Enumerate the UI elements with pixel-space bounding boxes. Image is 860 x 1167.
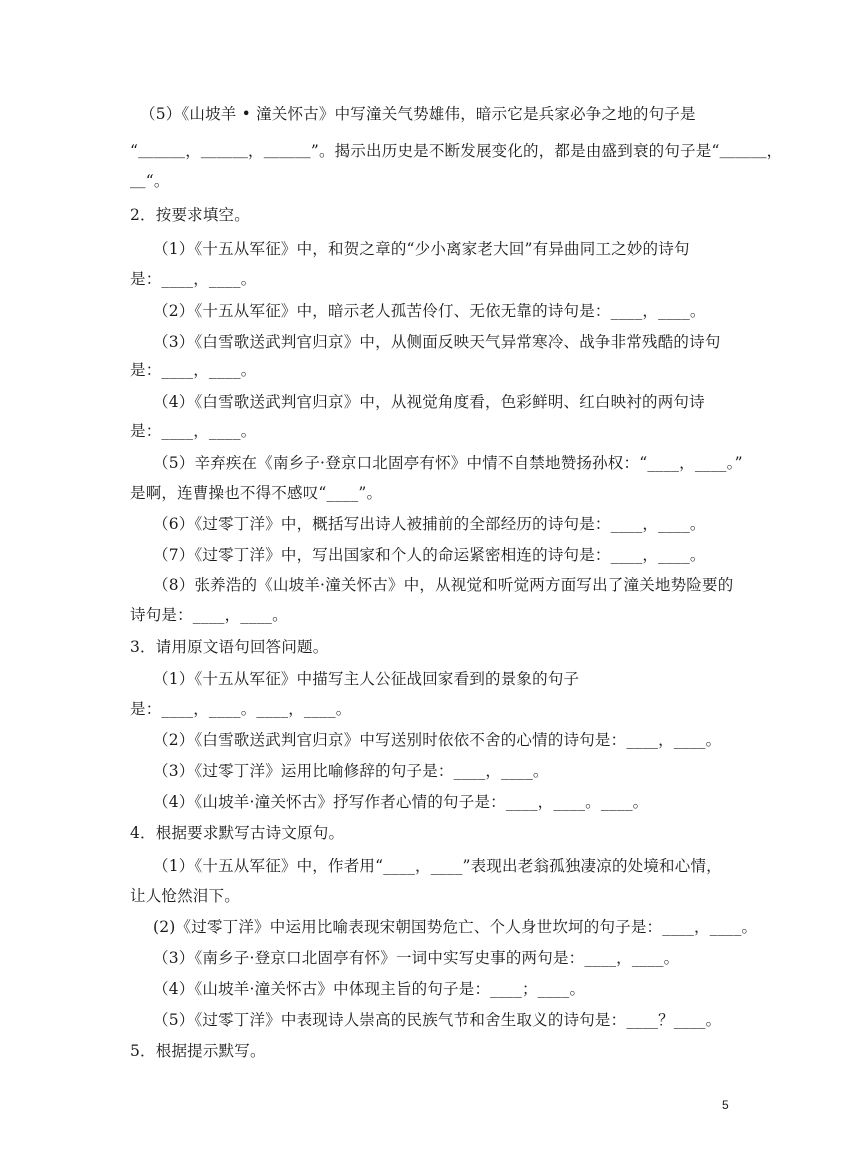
text-line: 4．根据要求默写古诗文原句。	[130, 824, 345, 842]
text-line: 2．按要求填空。	[130, 206, 250, 224]
text-line: 是：____，____。____，____。	[130, 700, 352, 718]
text-line: （7）《过零丁洋》中，写出国家和个人的命运紧密相连的诗句是：____，____。	[153, 546, 706, 564]
text-line: （8）张养浩的《山坡羊·潼关怀古》中，从视觉和听觉两方面写出了潼关地势险要的	[153, 576, 734, 594]
text-line: 诗句是：____，____。	[130, 606, 288, 624]
text-line: “＿＿＿，＿＿＿，＿＿＿”。揭示出历史是不断发展变化的，都是由盛到衰的句子是“＿＿＿，	[130, 142, 783, 160]
text-line: （1）《十五从军征》中，和贺之章的“少小离家老大回”有异曲同工之妙的诗句	[153, 240, 690, 258]
page-number: 5	[722, 1098, 729, 1112]
text-line: (2)《过零丁洋》中运用比喻表现宋朝国势危亡、个人身世坎坷的句子是：____，____。	[153, 918, 758, 936]
text-line: 3．请用原文语句回答问题。	[130, 638, 329, 656]
text-line: （1）《十五从军征》中描写主人公征战回家看到的景象的句子	[153, 670, 580, 688]
text-line: （5）《山坡羊 • 潼关怀古》中写潼关气势雄伟，暗示它是兵家必争之地的句子是	[140, 105, 696, 123]
text-line: （5）辛弃疾在《南乡子·登京口北固亭有怀》中情不自禁地赞扬孙权：“____，____。”	[153, 454, 743, 472]
text-line: （4）《山坡羊·潼关怀古》中体现主旨的句子是：____；____。	[153, 980, 586, 998]
text-line: （2）《白雪歌送武判官归京》中写送别时依依不舍的心情的诗句是：____，____。	[153, 731, 722, 749]
text-line: 是啊，连曹操也不得不感叹“____”。	[130, 484, 383, 502]
text-line: （2）《十五从军征》中，暗示老人孤苦伶仃、无依无靠的诗句是：____，____。	[153, 302, 706, 320]
text-line: 让人怆然泪下。	[130, 887, 240, 905]
text-line: （3）《白雪歌送武判官归京》中，从侧面反映天气异常寒冷、战争非常残酷的诗句	[153, 333, 721, 351]
text-line: 是：____，____。	[130, 422, 257, 440]
text-line: （4）《白雪歌送武判官归京》中，从视觉角度看，色彩鲜明、红白映衬的两句诗	[153, 393, 705, 411]
text-line: 5．根据提示默写。	[130, 1042, 266, 1060]
text-line: （6）《过零丁洋》中，概括写出诗人被捕前的全部经历的诗句是：____，____。	[153, 515, 706, 533]
text-line: （5）《过零丁洋》中表现诗人崇高的民族气节和舍生取义的诗句是：____？____。	[153, 1011, 722, 1029]
text-line: （3）《过零丁洋》运用比喻修辞的句子是：____，____。	[153, 762, 549, 780]
text-line: ＿“。	[130, 172, 170, 190]
text-line: （4）《山坡羊·潼关怀古》抒写作者心情的句子是：____，____。____。	[153, 793, 649, 811]
text-line: （3）《南乡子·登京口北固亭有怀》一词中实写史事的两句是：____，____。	[153, 949, 680, 967]
text-line: 是：____，____。	[130, 361, 257, 379]
text-line: 是：____，____。	[130, 270, 257, 288]
text-line: （1）《十五从军征》中，作者用“____，____”表现出老翁孤独凄凉的处境和心情，	[153, 857, 722, 875]
